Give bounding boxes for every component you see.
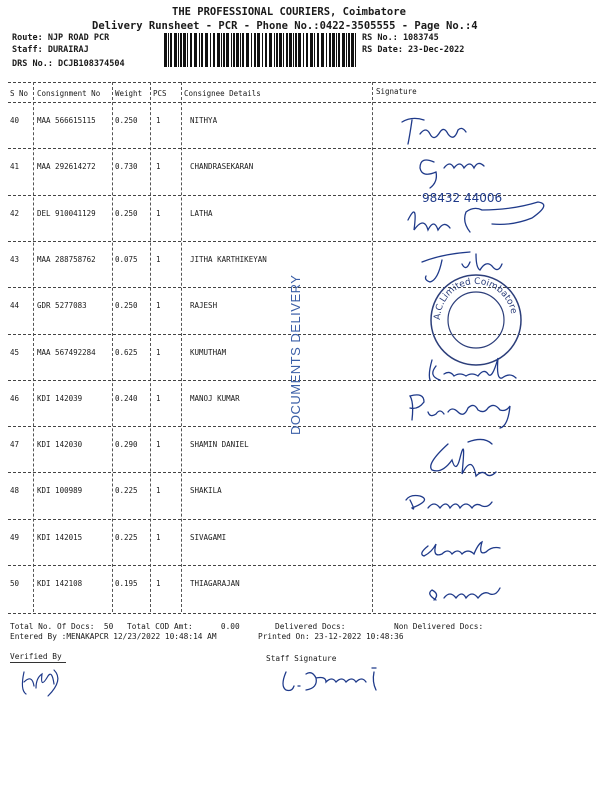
barcode-bar <box>223 33 225 67</box>
column-divider <box>33 82 34 612</box>
barcode-bar <box>178 33 179 67</box>
row-weight: 0.075 <box>115 254 138 264</box>
row-weight: 0.250 <box>115 116 138 125</box>
row-sno: 50 <box>10 579 20 588</box>
route-label: Route: NJP ROAD PCR <box>12 33 110 43</box>
barcode-bar <box>231 33 232 67</box>
verified-by-underline <box>10 662 66 663</box>
barcode-bar <box>213 33 215 67</box>
barcode-bar <box>170 33 172 67</box>
row-pcs: 1 <box>156 301 161 311</box>
row-consignee-name: LATHA <box>190 208 213 218</box>
row-pcs: 1 <box>156 162 161 172</box>
row-consignment-no: MAA 292614272 <box>37 162 96 172</box>
barcode-bar <box>326 33 327 67</box>
col-header-sno: S No <box>10 89 29 98</box>
row-consignment-no: KDI 142030 <box>37 440 83 450</box>
barcode-bar <box>342 33 345 67</box>
verifier-signature <box>14 664 74 704</box>
divider <box>8 613 596 614</box>
row-consignee-name: THIAGARAJAN <box>190 579 240 588</box>
drs-number: DRS No.: DCJB108374504 <box>12 59 125 69</box>
documents-delivery-stamp <box>288 275 303 435</box>
barcode-bar <box>174 33 177 67</box>
barcode-bar <box>348 33 350 67</box>
round-stamp-text: A.C.Limited Coimbatore <box>432 276 519 321</box>
signatures-layer <box>372 104 596 614</box>
printed-on: Printed On: 23-12-2022 10:48:36 <box>258 632 404 641</box>
row-consignment-no: KDI 100989 <box>37 486 83 496</box>
barcode-bar <box>254 33 256 67</box>
barcode-bar <box>321 33 324 67</box>
barcode-bar <box>286 33 288 67</box>
divider <box>8 82 596 83</box>
row-consignment-no: KDI 142039 <box>37 393 83 403</box>
row-pcs: 1 <box>156 532 161 542</box>
entered-by: Entered By :MENAKAPCR 12/23/2022 10:48:14 AM <box>10 632 217 641</box>
barcode-bar <box>221 33 222 67</box>
row-consignment-no: MAA 288758762 <box>37 254 96 264</box>
stamp-text: DOCUMENTS DELIVERY <box>288 274 303 435</box>
row-consignee-name: SIVAGAMI <box>190 532 227 542</box>
barcode-bar <box>236 33 239 67</box>
row-weight: 0.290 <box>115 440 138 450</box>
barcode-bar <box>265 33 267 67</box>
total-docs: Total No. Of Docs: 50 <box>10 622 114 631</box>
barcode-bar <box>190 33 192 67</box>
row-sno: 47 <box>10 440 20 450</box>
barcode-bar <box>279 33 282 67</box>
row-sno: 49 <box>10 532 20 542</box>
barcode-bar <box>262 33 263 67</box>
row-weight: 0.250 <box>115 208 138 218</box>
col-header-pcs: PCS <box>153 89 167 98</box>
barcode-bar <box>298 33 301 67</box>
row-sno: 42 <box>10 208 20 218</box>
barcode-bar <box>251 33 252 67</box>
barcode <box>164 33 358 67</box>
barcode-bar <box>303 33 304 67</box>
row-consignee-name: RAJESH <box>190 301 218 311</box>
barcode-bar <box>332 33 335 67</box>
barcode-bar <box>217 33 220 67</box>
barcode-bar <box>346 33 347 67</box>
row-sno: 45 <box>10 347 20 357</box>
staff-signature-mark <box>276 664 396 700</box>
row-consignment-no: KDI 142108 <box>37 579 83 588</box>
staff-signature-label: Staff Signature <box>266 654 337 663</box>
row-consignee-name: SHAMIN DANIEL <box>190 440 249 450</box>
column-divider <box>181 82 182 612</box>
row-weight: 0.225 <box>115 532 138 542</box>
row-sno: 46 <box>10 393 20 403</box>
barcode-bar <box>210 33 211 67</box>
row-pcs: 1 <box>156 208 161 218</box>
row-sno: 40 <box>10 116 20 125</box>
rs-date: RS Date: 23-Dec-2022 <box>362 45 465 55</box>
col-header-consignment: Consignment No <box>37 89 101 98</box>
barcode-bar <box>233 33 235 67</box>
column-divider <box>150 82 151 612</box>
row-consignee-name: KUMUTHAM <box>190 347 227 357</box>
barcode-bar <box>226 33 229 67</box>
barcode-bar <box>240 33 241 67</box>
row-consignee-name: MANOJ KUMAR <box>190 393 240 403</box>
rs-number: RS No.: 1083745 <box>362 33 439 43</box>
row-consignee-name: NITHYA <box>190 116 218 125</box>
row-pcs: 1 <box>156 254 161 264</box>
col-header-signature: Signature <box>376 87 417 96</box>
verified-by-label: Verified By <box>10 652 62 661</box>
row-consignee-name: JITHA KARTHIKEYAN <box>190 254 267 264</box>
col-header-weight: Weight <box>115 89 143 98</box>
row-weight: 0.195 <box>115 579 138 588</box>
barcode-bar <box>283 33 284 67</box>
barcode-bar <box>355 33 356 67</box>
row-sno: 48 <box>10 486 20 496</box>
row-consignment-no: MAA 566615115 <box>37 116 96 125</box>
row-pcs: 1 <box>156 347 161 357</box>
row-consignee-name: SHAKILA <box>190 486 222 496</box>
barcode-bar <box>164 33 167 67</box>
barcode-bar <box>246 33 249 67</box>
barcode-bar <box>257 33 260 67</box>
barcode-bar <box>310 33 313 67</box>
col-header-consignee: Consignee Details <box>184 89 261 98</box>
divider <box>8 102 596 103</box>
barcode-bar <box>317 33 319 67</box>
row-consignment-no: KDI 142015 <box>37 532 83 542</box>
barcode-bar <box>183 33 186 67</box>
row-weight: 0.625 <box>115 347 138 357</box>
barcode-bar <box>295 33 297 67</box>
row-sno: 43 <box>10 254 20 264</box>
delivered-docs: Delivered Docs: <box>275 622 346 631</box>
row-consignment-no: MAA 567492284 <box>37 347 96 357</box>
barcode-bar <box>274 33 275 67</box>
barcode-bar <box>199 33 200 67</box>
row-pcs: 1 <box>156 393 161 403</box>
row-pcs: 1 <box>156 116 161 125</box>
barcode-bar <box>289 33 292 67</box>
row-pcs: 1 <box>156 486 161 496</box>
barcode-bar <box>242 33 244 67</box>
row-weight: 0.730 <box>115 162 138 172</box>
barcode-bar <box>269 33 272 67</box>
barcode-bar <box>329 33 331 67</box>
row-weight: 0.250 <box>115 301 138 311</box>
company-title: THE PROFESSIONAL COURIERS, Coimbatore <box>172 6 406 18</box>
row-consignment-no: DEL 910041129 <box>37 208 96 218</box>
row-pcs: 1 <box>156 440 161 450</box>
barcode-bar <box>276 33 278 67</box>
row-consignment-no: GDR 5277083 <box>37 301 87 311</box>
barcode-bar <box>314 33 315 67</box>
barcode-bar <box>201 33 203 67</box>
row-consignee-name: CHANDRASEKARAN <box>190 162 254 172</box>
row-sno: 44 <box>10 301 20 311</box>
barcode-bar <box>338 33 340 67</box>
barcode-bar <box>205 33 208 67</box>
row-pcs: 1 <box>156 579 161 588</box>
staff-label: Staff: DURAIRAJ <box>12 45 89 55</box>
barcode-bar <box>336 33 337 67</box>
row-sno: 41 <box>10 162 20 172</box>
row-weight: 0.240 <box>115 393 138 403</box>
barcode-bar <box>194 33 197 67</box>
signature-note-phone: 98432 44006 <box>422 191 503 205</box>
barcode-bar <box>187 33 188 67</box>
row-weight: 0.225 <box>115 486 138 496</box>
barcode-bar <box>180 33 182 67</box>
barcode-bar <box>306 33 308 67</box>
runsheet-title: Delivery Runsheet - PCR - Phone No.:0422-3505555 - Page No.:4 <box>92 20 478 32</box>
barcode-bar <box>168 33 169 67</box>
total-cod: Total COD Amt: 0.00 <box>127 622 240 631</box>
non-delivered-docs: Non Delivered Docs: <box>394 622 484 631</box>
barcode-bar <box>351 33 354 67</box>
barcode-bar <box>293 33 294 67</box>
column-divider <box>112 82 113 612</box>
